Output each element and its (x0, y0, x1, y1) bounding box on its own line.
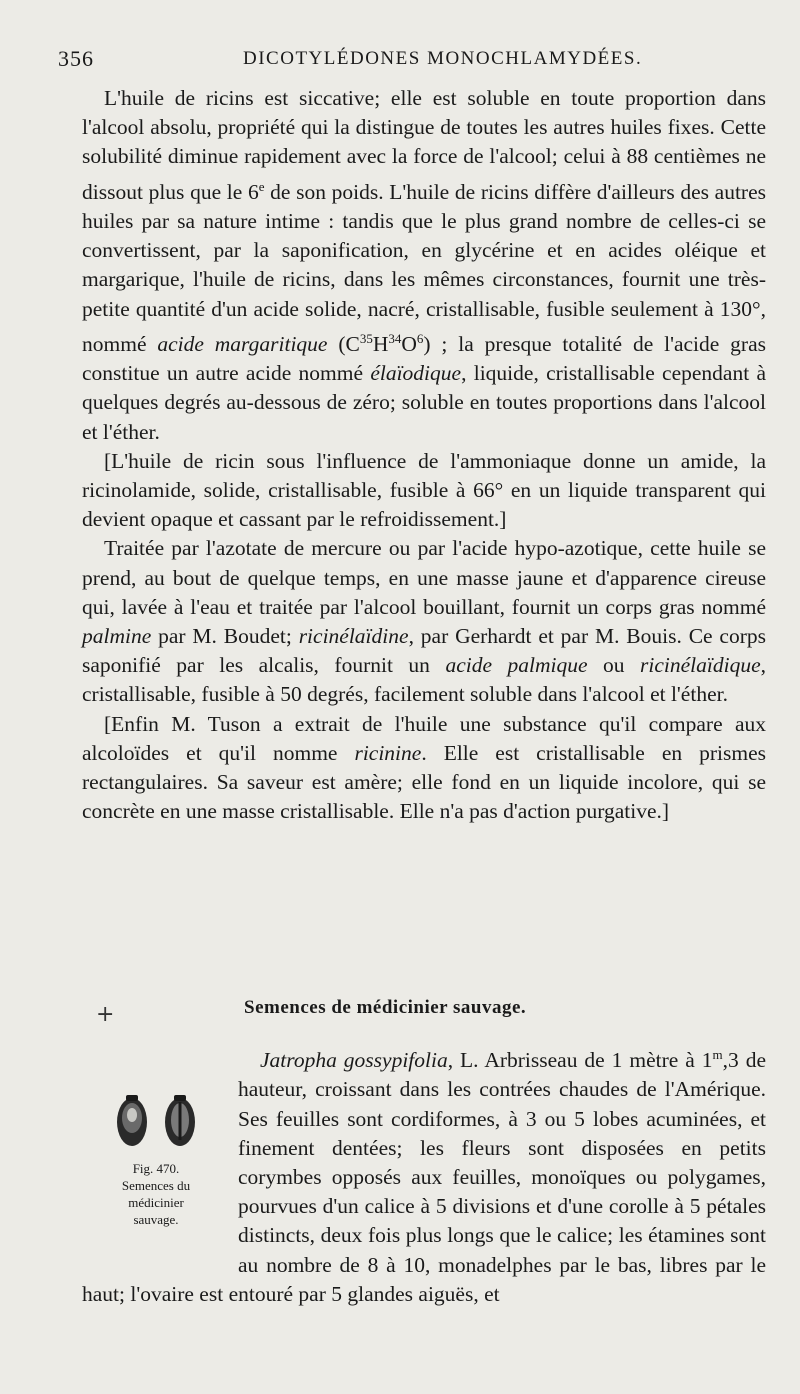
p3-text-a: Traitée par l'azotate de mercure ou par l'acide hypo-azotique, cette huile se prend, au bout de quelque temps, en une masse jaune et d'apparence cireuse qui, lavée à l'eau et traitée par l'alcool bouillant, fournit un corps gras nommé (82, 536, 766, 619)
species-name: Jatropha gossypifolia (260, 1048, 448, 1073)
seed-icon-right (165, 1095, 195, 1146)
formula-h: H (372, 331, 389, 356)
formula-h-sub: 34 (388, 330, 402, 346)
seed-icon-left (117, 1095, 147, 1146)
running-head (58, 46, 758, 74)
paragraph-ricinine (82, 710, 766, 827)
p3-text-b: par M. Boudet; (151, 623, 299, 648)
p3-text-c: , par Gerhardt et par M. Bouis. Ce corps saponifié par les alcalis, fournit un (82, 623, 767, 678)
species-text-a: Arbrisseau de 1 mètre à 1 (478, 1048, 713, 1073)
term-acide-margaritique: acide margaritique (157, 331, 328, 356)
species-author: , L. (447, 1048, 479, 1073)
section-heading: Semences de médicinier sauvage. (244, 997, 527, 1018)
p4-text-b: . Elle est cristallisable en prismes rectangulaires. Sa saveur est amère; elle fond en un liquide incolore, qui se concrète en une masse cristallisable. Elle n'a pas d'action purgative.] (82, 740, 766, 824)
figure-caption-line1: Semences du (121, 1178, 191, 1193)
figure-470 (96, 1080, 226, 1230)
figure-number: Fig. 470. (132, 1161, 180, 1176)
p1-text-a: L'huile de ricins est siccative; elle est soluble en toute proportion dans l'alcool absolu, propriété qui la distingue de toutes les autres huiles fixes. Cette solubilité diminue rapidement avec la force de l'alcool; celui à 88 centièmes ne dissout plus que le 6 (82, 86, 766, 204)
p1-text-d: , liquide, cristallisable cependant à quelques degrés au-dessous de zéro; soluble en toutes proportions dans l'alcool et l'éther. (82, 361, 766, 444)
p1-superscript: e (258, 178, 265, 194)
paragraph-huile-siccative (82, 84, 766, 447)
paragraph-azotate-mercure (82, 534, 766, 709)
figure-caption-line3: sauvage. (133, 1212, 179, 1227)
formula-c-sub: 35 (359, 330, 373, 346)
term-ricinine: ricinine (354, 740, 422, 765)
term-ricinelaidique: ricinélaïdique (640, 653, 761, 678)
body-text (82, 84, 766, 826)
page-number: 356 (58, 46, 94, 71)
paragraph-ricinolamide: [L'huile de ricin sous l'influence de l'ammoniaque donne un amide, la ricinolamide, solide, cristallisable, fusible à 66° en un liquide transparent qui devient opaque et cassant par le refroidissement.] (82, 448, 766, 532)
formula-o: O (401, 331, 417, 356)
species-superscript: m (712, 1047, 723, 1062)
margin-cross-mark: + (96, 1002, 115, 1027)
p3-text-d: ou (587, 653, 641, 678)
species-text-b: ,3 de hauteur, croissant dans les contrées chaudes de l'Amérique. Ses feuilles sont cordiformes, à 3 ou 5 lobes acuminées, et finement dentées; les fleurs sont disposées en petits corymbes opposés aux feuilles, monoïques ou polygames, pourvues d'un calice à 5 divisions et d'une corolle à 5 pétales distincts, deux fois plus longs que le calice; les étamines sont au nombre de 8 à 10, monadelphes par le bas, libres par le haut; l'ovaire est entouré par 5 glandes aiguës, et (82, 1048, 767, 1306)
figure-caption (96, 1160, 216, 1228)
figure-caption-line2: médicinier (128, 1195, 184, 1210)
term-palmine: palmine (82, 623, 152, 648)
term-acide-palmique: acide palmique (445, 653, 588, 678)
p3-text-e: , cristallisable, fusible à 50 degrés, facilement soluble dans l'alcool et l'éther. (82, 653, 767, 707)
formula-o-sub: 6 (416, 330, 424, 346)
p4-text-a: [Enfin M. Tuson a extrait de l'huile une substance qu'il compare aux alcoloïdes et qu'il nomme (82, 711, 766, 765)
formula-c: (C (327, 331, 360, 356)
term-elaiodique: élaïodique (370, 361, 462, 386)
term-ricinelaidine: ricinélaïdine (298, 623, 409, 648)
p1-text-b: de son poids. L'huile de ricins diffère d'ailleurs des autres huiles par sa nature intime : tandis que le plus grand nombre de celles-ci se convertissent, par la saponification, en glycérine et en acides oléique et margarique, l'huile de ricins, dans les mêmes circonstances, fournit une très-petite quantité d'un acide solide, nacré, cristallisable, fusible seulement à 130°, nommé (82, 179, 766, 356)
running-title: DICOTYLÉDONES MONOCHLAMYDÉES. (243, 48, 643, 69)
p1-text-c: ) ; la presque totalité de l'acide gras constitue un autre acide nommé (82, 331, 767, 386)
seeds-illustration (104, 1086, 204, 1156)
